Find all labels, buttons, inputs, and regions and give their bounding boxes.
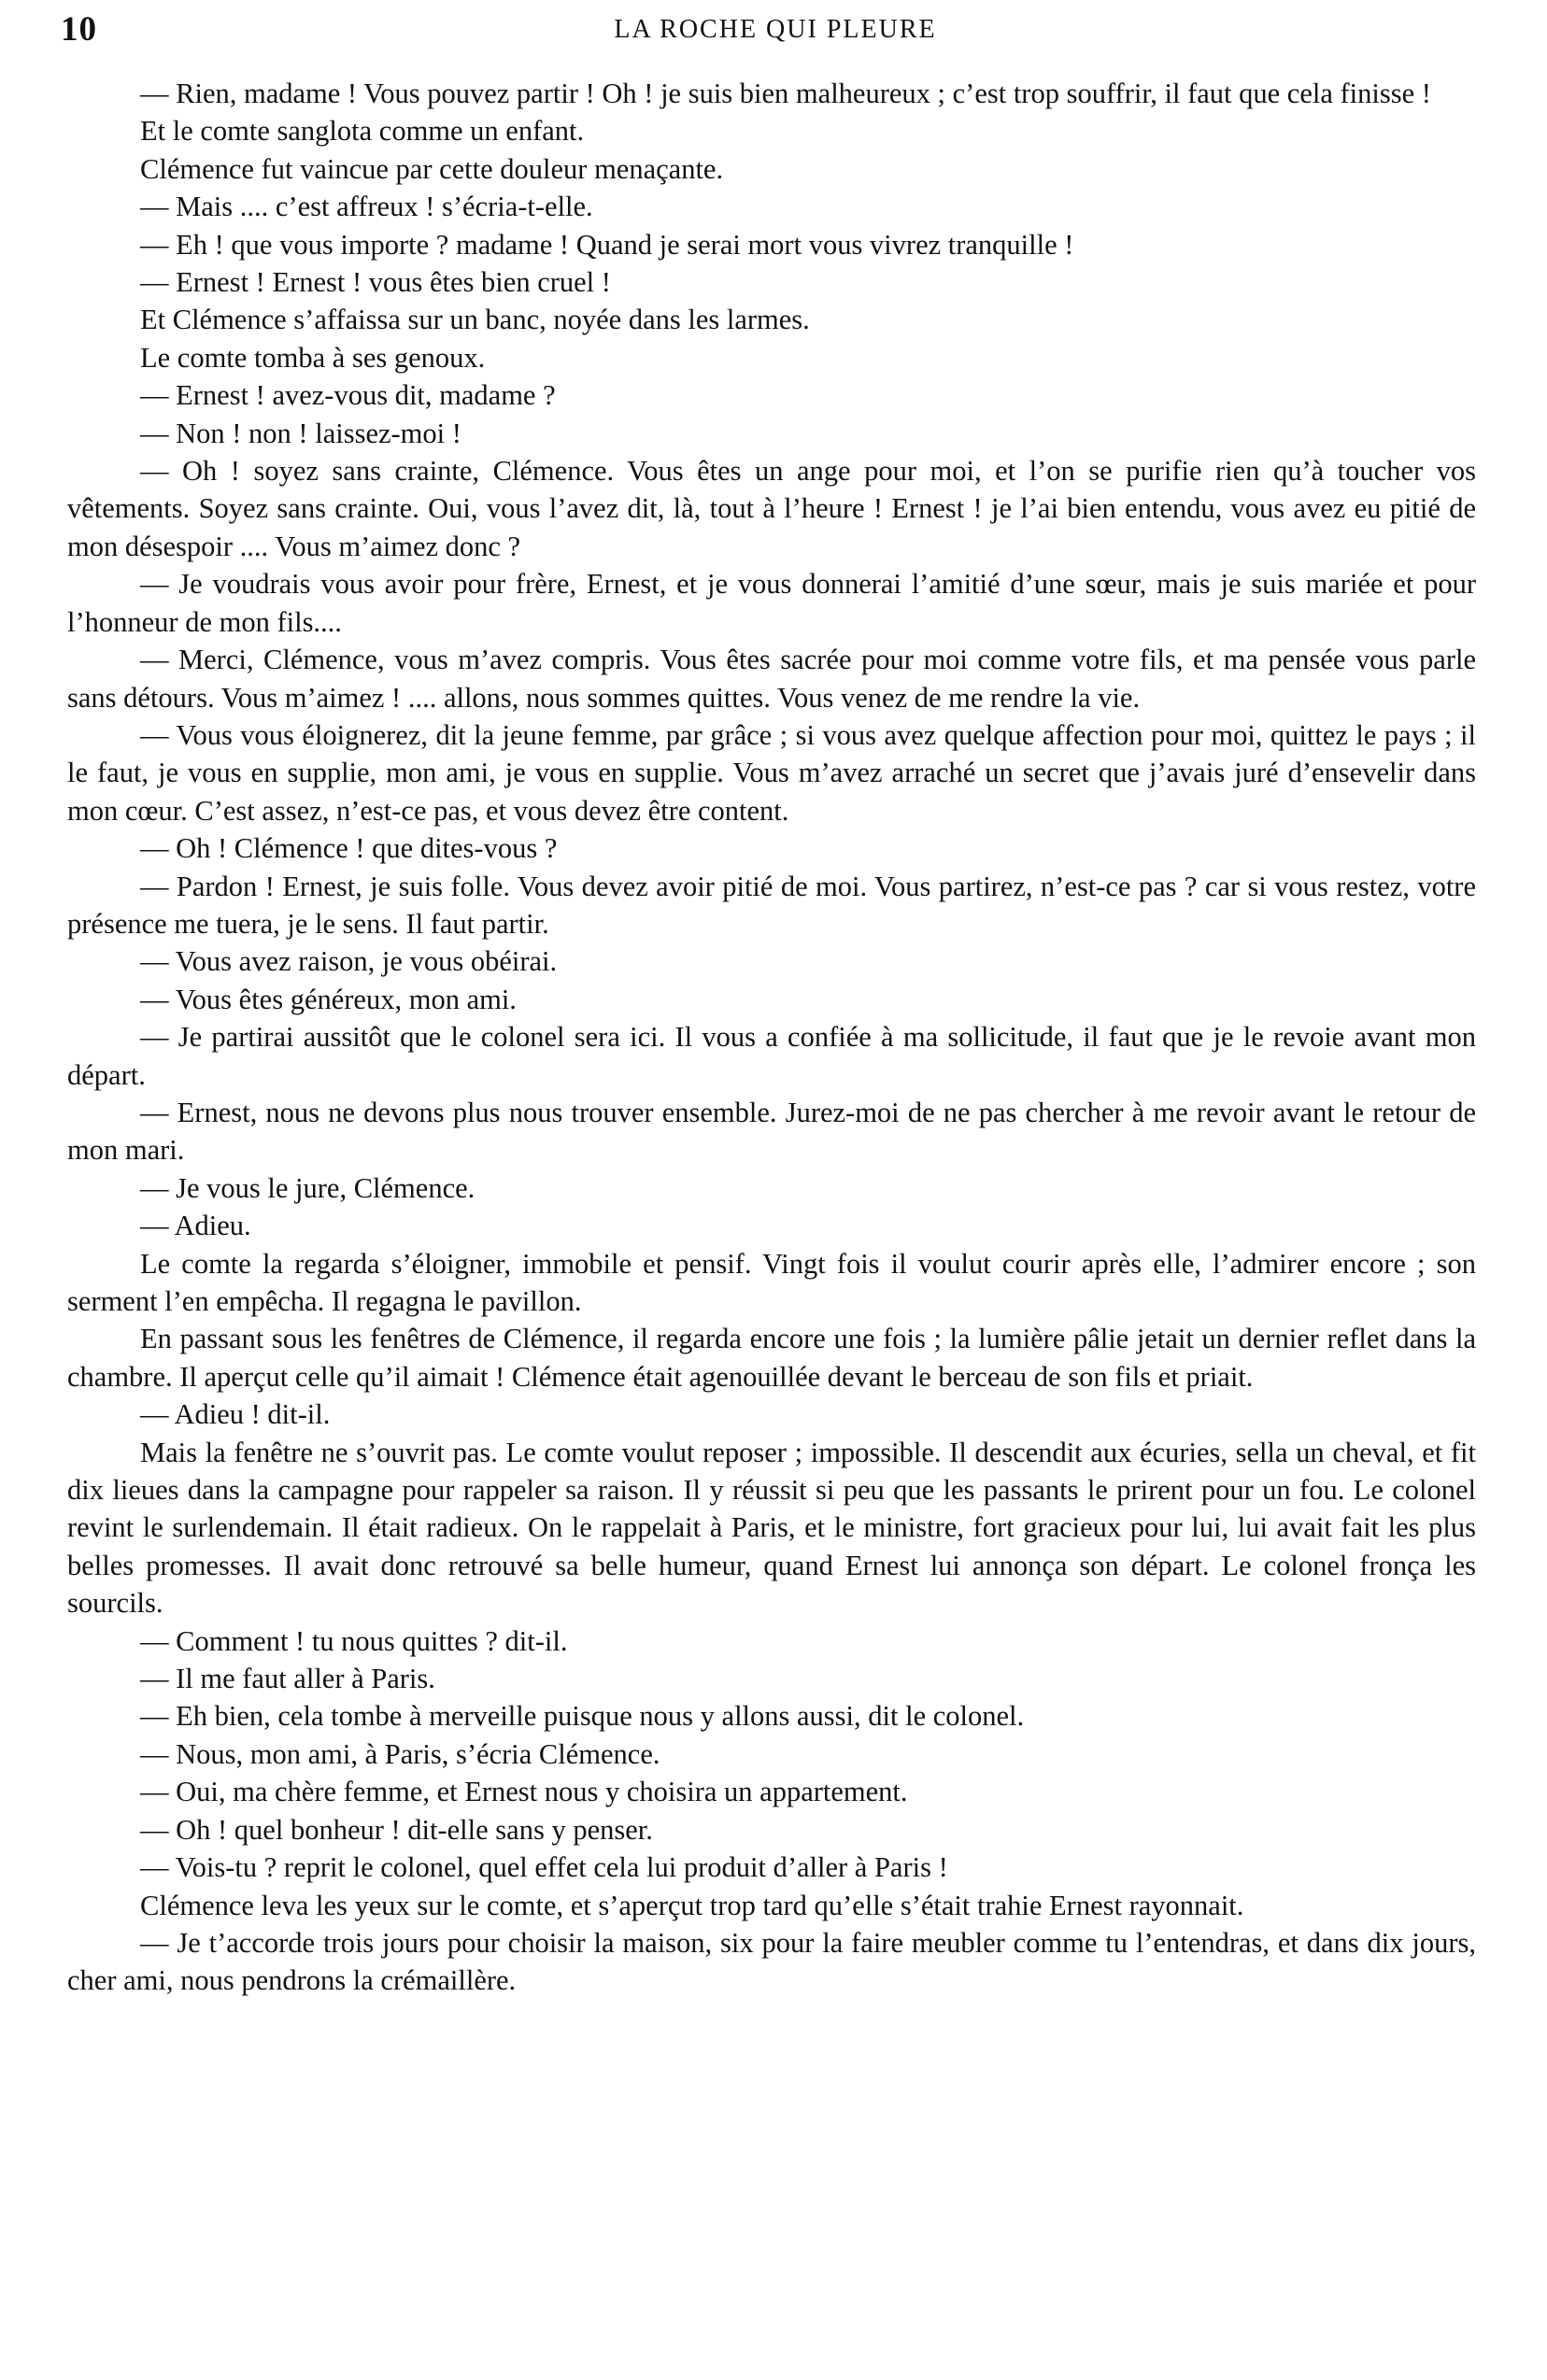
paragraph: — Nous, mon ami, à Paris, s’écria Clémence. [140, 1737, 660, 1770]
paragraph: — Vous vous éloignerez, dit la jeune femme, par grâce ; si vous avez quelque affection pour moi, quittez le pays ; il le faut, je vous en supplie, mon ami, je vous en supplie. Vous m’avez arraché un secret que j’avais juré d’ensevelir dans mon cœur. C’est assez, n’est-ce pas, et vous devez être content. [67, 718, 1476, 827]
page-header [61, 9, 1490, 56]
paragraph: — Vois-tu ? reprit le colonel, quel effet cela lui produit d’aller à Paris ! [140, 1851, 948, 1884]
paragraph: Clémence fut vaincue par cette douleur menaçante. [140, 152, 724, 185]
paragraph: — Non ! non ! laissez-moi ! [140, 417, 461, 449]
running-title: LA ROCHE QUI PLEURE [614, 15, 937, 44]
paragraph: Le comte tomba à ses genoux. [140, 341, 486, 374]
paragraph: Le comte la regarda s’éloigner, immobile et pensif. Vingt fois il voulut courir après elle, l’admirer encore ; son serment l’en empêcha. Il regagna le pavillon. [67, 1247, 1476, 1317]
body-text [67, 75, 1476, 2000]
paragraph: Et Clémence s’affaissa sur un banc, noyée dans les larmes. [140, 304, 810, 336]
paragraph: — Comment ! tu nous quittes ? dit-il. [140, 1624, 568, 1657]
paragraph: — Eh ! que vous importe ? madame ! Quand je serai mort vous vivrez tranquille ! [140, 228, 1074, 261]
paragraph: — Ernest ! Ernest ! vous êtes bien cruel ! [140, 266, 611, 299]
paragraph: Et le comte sanglota comme un enfant. [140, 115, 585, 148]
paragraph: Clémence leva les yeux sur le comte, et s’aperçut trop tard qu’elle s’était trahie Ernest rayonnait. [140, 1889, 1244, 1921]
paragraph: — Je voudrais vous avoir pour frère, Ernest, et je vous donnerai l’amitié d’une sœur, mais je suis mariée et pour l’honneur de mon fils.... [67, 568, 1476, 638]
paragraph: — Vous êtes généreux, mon ami. [140, 983, 517, 1015]
paragraph: — Je t’accorde trois jours pour choisir la maison, six pour la faire meubler comme tu l’entendras, et dans dix jours, cher ami, nous pendrons la crémaillère. [67, 1926, 1476, 1997]
paragraph: — Ernest ! avez-vous dit, madame ? [140, 379, 556, 412]
paragraph: — Adieu ! dit-il. [140, 1398, 331, 1431]
paragraph: — Pardon ! Ernest, je suis folle. Vous devez avoir pitié de moi. Vous partirez, n’est-ce pas ? car si vous restez, votre présence me tuera, je le sens. Il faut partir. [67, 870, 1476, 940]
paragraph: — Oh ! quel bonheur ! dit-elle sans y penser. [140, 1813, 653, 1846]
paragraph: — Eh bien, cela tombe à merveille puisque nous y allons aussi, dit le colonel. [140, 1700, 1025, 1733]
paragraph: — Oui, ma chère femme, et Ernest nous y choisira un appartement. [140, 1776, 908, 1808]
paragraph: — Vous avez raison, je vous obéirai. [140, 945, 558, 978]
paragraph: — Ernest, nous ne devons plus nous trouver ensemble. Jurez-moi de ne pas chercher à me revoir avant le retour de mon mari. [67, 1096, 1476, 1167]
paragraph: — Merci, Clémence, vous m’avez compris. Vous êtes sacrée pour moi comme votre fils, et ma pensée vous parle sans détours. Vous m’aimez ! .... allons, nous sommes quittes. Vous venez de me rendre la vie. [67, 644, 1476, 714]
paragraph: Mais la fenêtre ne s’ouvrit pas. Le comte voulut reposer ; impossible. Il descendit aux écuries, sella un cheval, et fit dix lieues dans la campagne pour rappeler sa raison. Il y réussit si peu que les passants le prirent pour un fou. Le colonel revint le surlendemain. Il était radieux. On le rappelait à Paris, et le ministre, fort gracieux pour lui, lui avait fait les plus belles promesses. Il avait donc retrouvé sa belle humeur, quand Ernest lui annonça son départ. Le colonel fronça les sourcils. [67, 1436, 1476, 1620]
paragraph: — Mais .... c’est affreux ! s’écria-t-elle. [140, 191, 593, 223]
paragraph: — Adieu. [140, 1210, 251, 1242]
paragraph: En passant sous les fenêtres de Clémence, il regarda encore une fois ; la lumière pâlie jetait un dernier reflet dans la chambre. Il aperçut celle qu’il aimait ! Clémence était agenouillée devant le berceau de son fils et priait. [67, 1323, 1476, 1393]
page-number: 10 [61, 10, 97, 49]
paragraph: — Je vous le jure, Clémence. [140, 1171, 475, 1204]
paragraph: — Rien, madame ! Vous pouvez partir ! Oh ! je suis bien malheureux ; c’est trop souffrir, il faut que cela finisse ! [140, 78, 1431, 109]
paragraph: — Je partirai aussitôt que le colonel sera ici. Il vous a confiée à ma sollicitude, il faut que je le revoie avant mon départ. [67, 1021, 1476, 1091]
paragraph: — Oh ! soyez sans crainte, Clémence. Vous êtes un ange pour moi, et l’on se purifie rien qu’à toucher vos vêtements. Soyez sans crainte. Oui, vous l’avez dit, là, tout à l’heure ! Ernest ! je l’ai bien entendu, vous avez eu pitié de mon désespoir .... Vous m’aimez donc ? [67, 455, 1476, 562]
paragraph: — Oh ! Clémence ! que dites-vous ? [140, 832, 558, 865]
paragraph: — Il me faut aller à Paris. [140, 1663, 435, 1695]
